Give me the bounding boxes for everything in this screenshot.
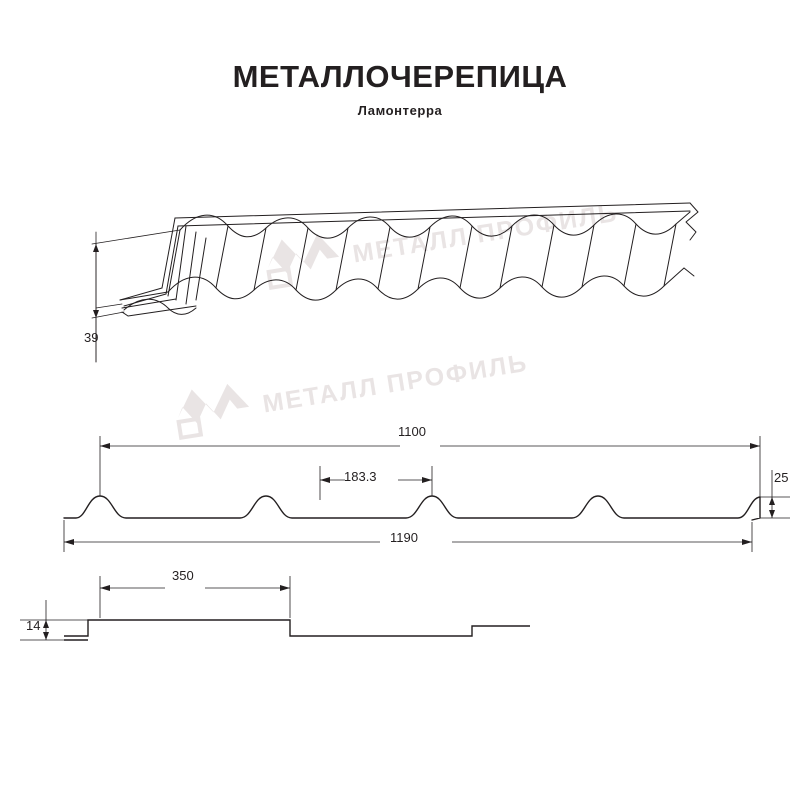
dimension-label-39: 39 [84, 330, 99, 345]
page-title: МЕТАЛЛОЧЕРЕПИЦА [232, 59, 568, 94]
dimension-label-1100: 1100 [398, 424, 426, 439]
watermark-group [174, 199, 620, 438]
watermark-logo-icon [264, 231, 342, 288]
dimension-label-183-3: 183.3 [344, 469, 377, 484]
dimension-label-25: 25 [774, 470, 789, 485]
profile-section-view [64, 496, 760, 520]
svg-text:МЕТАЛЛ ПРОФИЛЬ: МЕТАЛЛ ПРОФИЛЬ [260, 348, 531, 419]
dimension-label-350: 350 [172, 568, 194, 583]
svg-text:МЕТАЛЛ ПРОФИЛЬ: МЕТАЛЛ ПРОФИЛЬ [350, 198, 621, 269]
page-subtitle: Ламонтерра [357, 103, 443, 119]
side-step-view [64, 620, 530, 640]
dimension-label-1190: 1190 [390, 530, 418, 545]
watermark-text [261, 349, 530, 419]
profile-dimension-lines [64, 436, 790, 552]
dimension-label-14: 14 [26, 618, 41, 633]
watermark-logo-icon [174, 381, 252, 438]
side-dimension-lines [20, 576, 290, 640]
